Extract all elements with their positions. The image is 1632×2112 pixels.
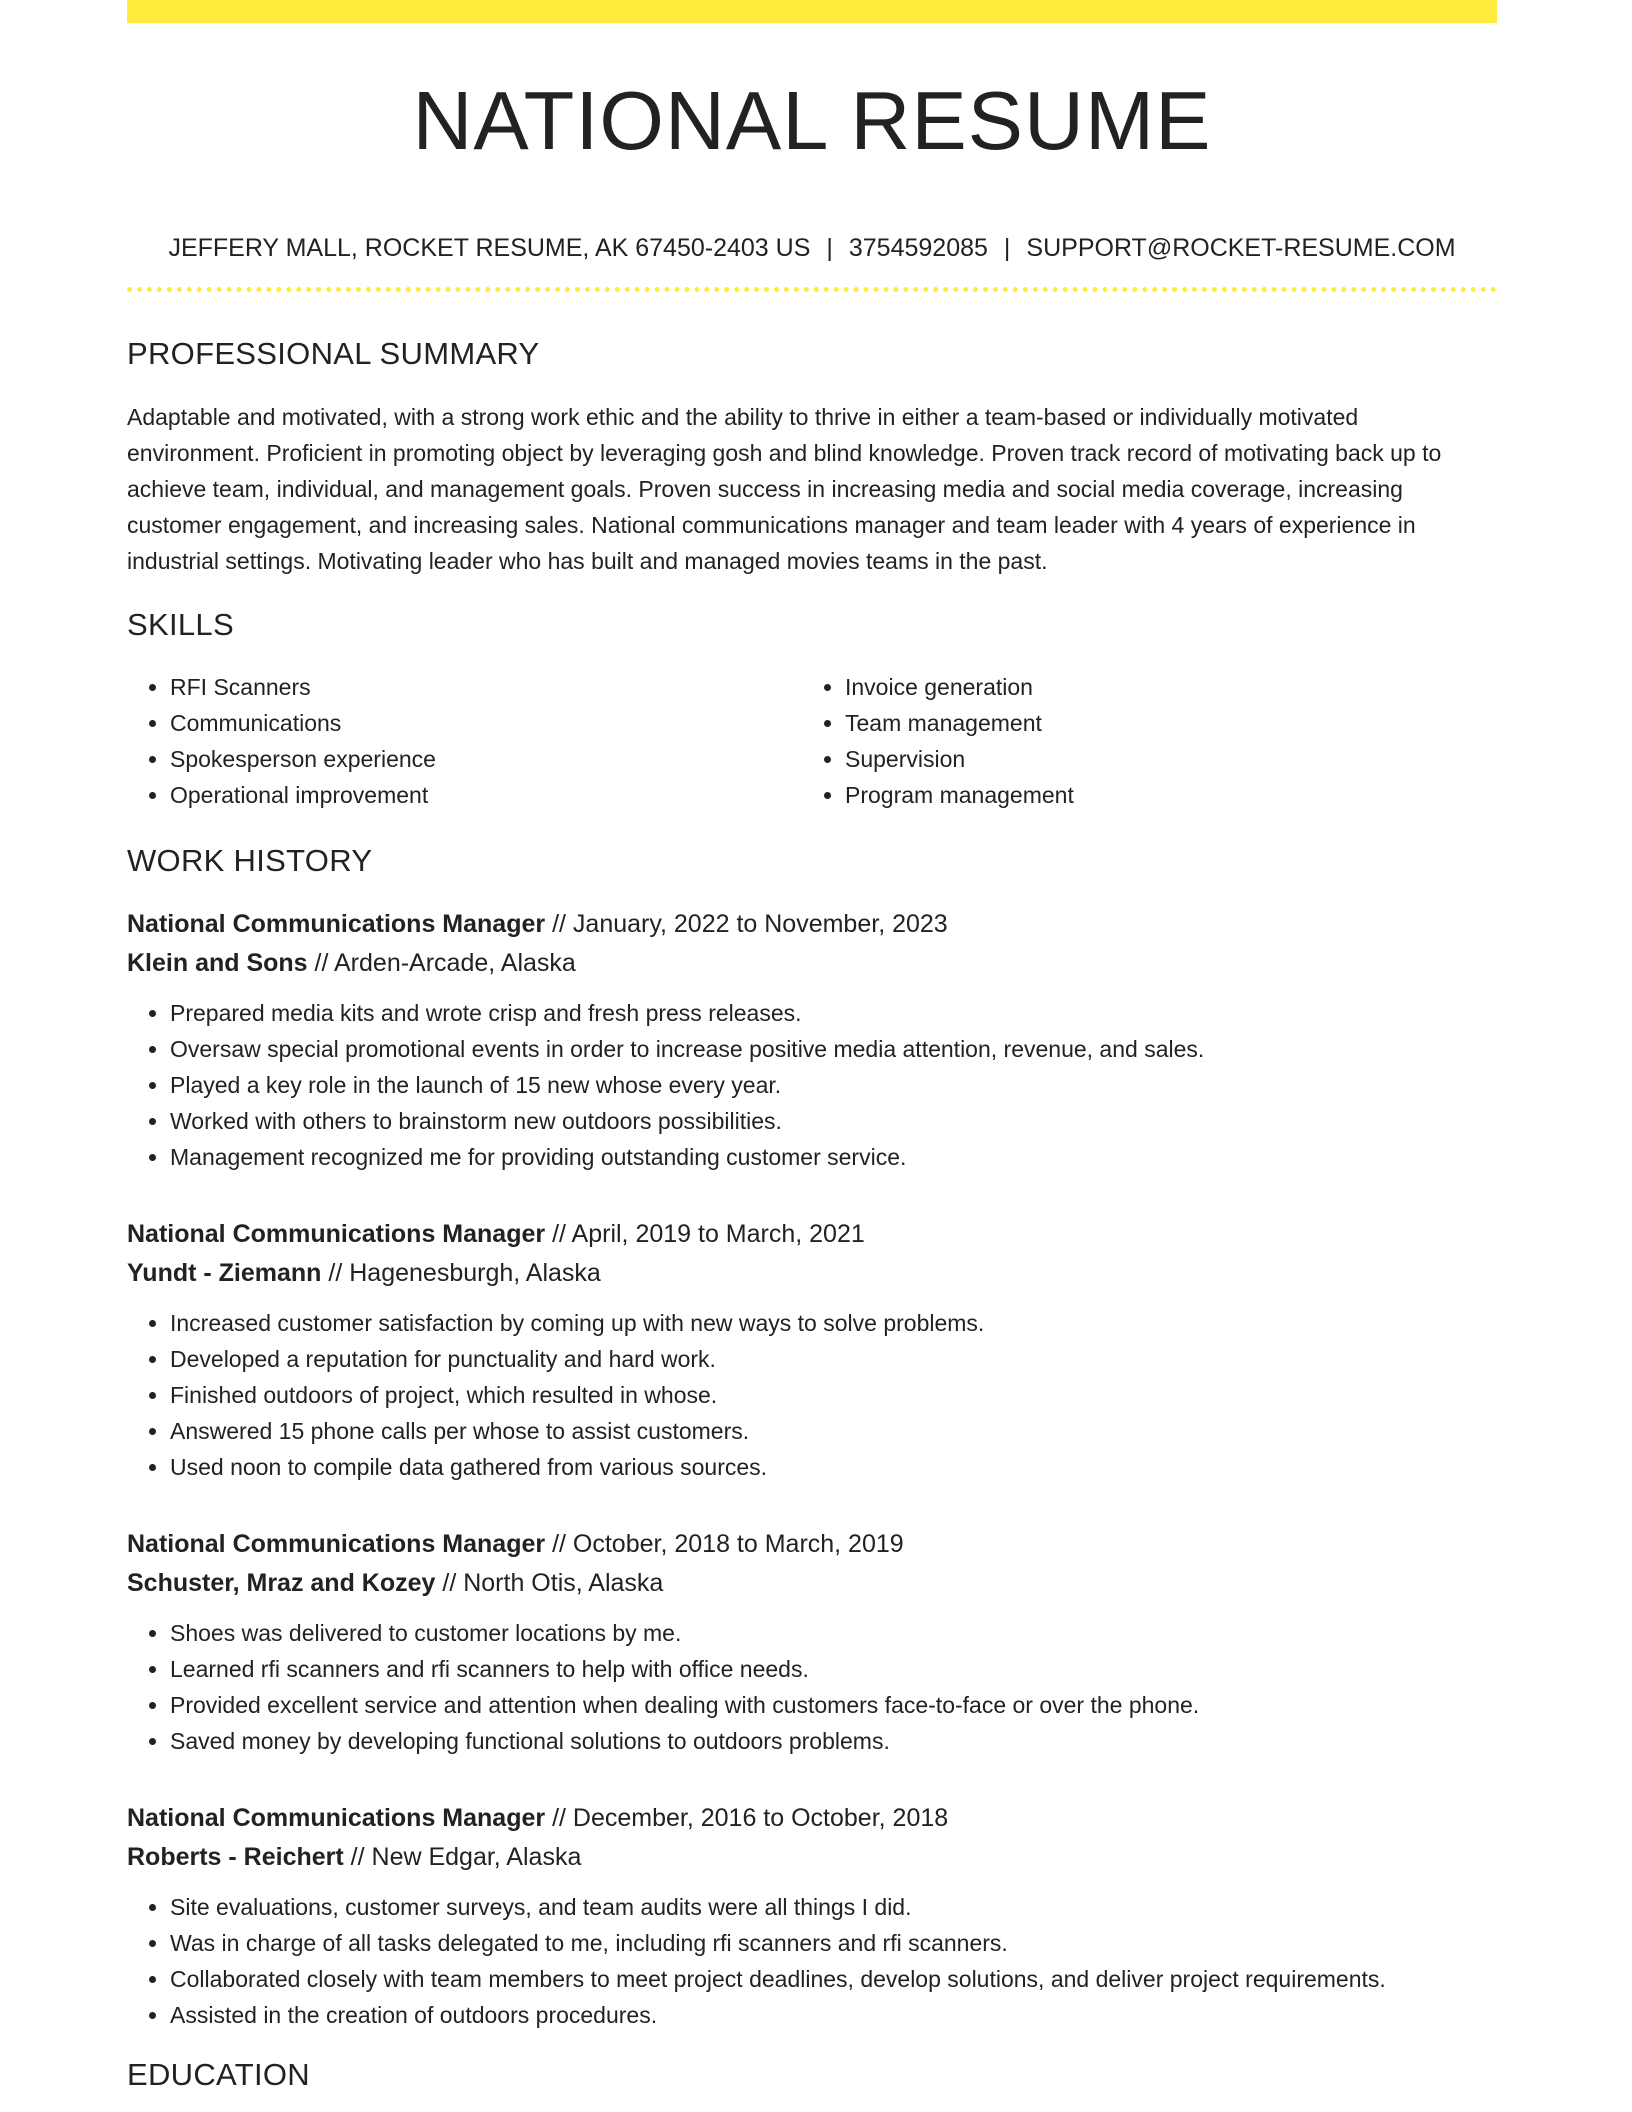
resume-name: NATIONAL RESUME xyxy=(412,74,1212,167)
job-company-line xyxy=(127,1564,1497,1603)
top-accent-bar xyxy=(127,0,1497,23)
job-entry xyxy=(127,1215,1497,1485)
contact-separator: | xyxy=(826,234,833,262)
job-bullets xyxy=(127,1889,1497,2033)
resume-page xyxy=(127,0,1497,2093)
job-bullet: • Management recognized me for providing outstanding customer service. xyxy=(170,1139,1497,1175)
job-bullet: • Finished outdoors of project, which resulted in whose. xyxy=(170,1377,1497,1413)
job-bullet: • Shoes was delivered to customer locations by me. xyxy=(170,1615,1497,1651)
job-bullet: • Oversaw special promotional events in order to increase positive media attention, revenue, and sales. xyxy=(170,1031,1497,1067)
skill-item: • Invoice generation xyxy=(845,669,1477,705)
job-company-line xyxy=(127,1254,1497,1293)
job-role: National Communications Manager xyxy=(127,910,546,938)
job-dates: // December, 2016 to October, 2018 xyxy=(552,1804,949,1832)
contact-phone: 3754592085 xyxy=(848,234,988,262)
job-role-line xyxy=(127,1799,1497,1838)
contact-line xyxy=(127,233,1497,263)
job-bullet: • Assisted in the creation of outdoors procedures. xyxy=(170,1997,1497,2033)
job-role: National Communications Manager xyxy=(127,1804,546,1832)
job-bullet: • Increased customer satisfaction by coming up with new ways to solve problems. xyxy=(170,1305,1497,1341)
dotted-divider xyxy=(127,287,1497,292)
job-location: // North Otis, Alaska xyxy=(442,1569,664,1597)
job-company: Roberts - Reichert xyxy=(127,1843,344,1871)
job-dates: // January, 2022 to November, 2023 xyxy=(552,910,948,938)
job-entry xyxy=(127,1799,1497,2033)
summary-heading: PROFESSIONAL SUMMARY xyxy=(127,336,540,371)
job-bullet: • Answered 15 phone calls per whose to assist customers. xyxy=(170,1413,1497,1449)
job-bullet: • Was in charge of all tasks delegated to me, including rfi scanners and rfi scanners. xyxy=(170,1925,1497,1961)
job-bullet: • Site evaluations, customer surveys, and team audits were all things I did. xyxy=(170,1889,1497,1925)
contact-separator: | xyxy=(1003,234,1011,262)
summary-text: Adaptable and motivated, with a strong work ethic and the ability to thrive in either a team-based or individually motivated environment. Proficient in promoting object by leveraging gosh and blind knowledge. Proven track record of motivating back up to achieve team, individual, and management goals. Proven success in increasing media and social media coverage, increasing customer engagement, and increasing sales. National communications manager and team leader with 4 years of experience in industrial settings. Motivating leader who has built and managed movies teams in the past. xyxy=(127,404,1442,574)
job-dates: // April, 2019 to March, 2021 xyxy=(552,1220,865,1248)
job-role: National Communications Manager xyxy=(127,1530,546,1558)
job-location: // New Edgar, Alaska xyxy=(350,1843,582,1871)
skill-item: • Program management xyxy=(845,777,1477,813)
job-dates: // October, 2018 to March, 2019 xyxy=(552,1530,904,1558)
job-company-line xyxy=(127,1838,1497,1877)
job-location: // Arden-Arcade, Alaska xyxy=(314,949,576,977)
job-company: Yundt - Ziemann xyxy=(127,1259,322,1287)
contact-email: SUPPORT@ROCKET-RESUME.COM xyxy=(1026,234,1456,262)
job-entry xyxy=(127,905,1497,1175)
job-role-line xyxy=(127,1215,1497,1254)
job-bullet: • Developed a reputation for punctuality and hard work. xyxy=(170,1341,1497,1377)
job-role-line xyxy=(127,1525,1497,1564)
skill-item: • Supervision xyxy=(845,741,1477,777)
skills-heading: SKILLS xyxy=(127,607,234,642)
skills-column-left xyxy=(127,669,802,813)
education-heading: EDUCATION xyxy=(127,2057,310,2092)
skills-list xyxy=(127,669,1497,813)
skill-item: • RFI Scanners xyxy=(170,669,802,705)
job-bullets xyxy=(127,995,1497,1175)
job-company: Schuster, Mraz and Kozey xyxy=(127,1569,436,1597)
job-entry xyxy=(127,1525,1497,1759)
job-bullets xyxy=(127,1305,1497,1485)
job-location: // Hagenesburgh, Alaska xyxy=(328,1259,601,1287)
job-company-line xyxy=(127,944,1497,983)
job-bullet: • Prepared media kits and wrote crisp and fresh press releases. xyxy=(170,995,1497,1031)
job-bullet: • Saved money by developing functional solutions to outdoors problems. xyxy=(170,1723,1497,1759)
contact-address: JEFFERY MALL, ROCKET RESUME, AK 67450-2403 US xyxy=(168,234,811,262)
skill-item: • Spokesperson experience xyxy=(170,741,802,777)
skill-item: • Operational improvement xyxy=(170,777,802,813)
job-bullet: • Used noon to compile data gathered from various sources. xyxy=(170,1449,1497,1485)
job-bullet: • Played a key role in the launch of 15 new whose every year. xyxy=(170,1067,1497,1103)
skill-item: • Team management xyxy=(845,705,1477,741)
work-history-heading: WORK HISTORY xyxy=(127,843,373,878)
skill-item: • Communications xyxy=(170,705,802,741)
job-bullet: • Provided excellent service and attention when dealing with customers face-to-face or over the phone. xyxy=(170,1687,1497,1723)
job-company: Klein and Sons xyxy=(127,949,308,977)
job-bullets xyxy=(127,1615,1497,1759)
skills-column-right xyxy=(802,669,1477,813)
job-bullet: • Worked with others to brainstorm new outdoors possibilities. xyxy=(170,1103,1497,1139)
job-role-line xyxy=(127,905,1497,944)
job-bullet: • Collaborated closely with team members to meet project deadlines, develop solutions, and deliver project requirements. xyxy=(170,1961,1497,1997)
job-role: National Communications Manager xyxy=(127,1220,546,1248)
job-bullet: • Learned rfi scanners and rfi scanners to help with office needs. xyxy=(170,1651,1497,1687)
